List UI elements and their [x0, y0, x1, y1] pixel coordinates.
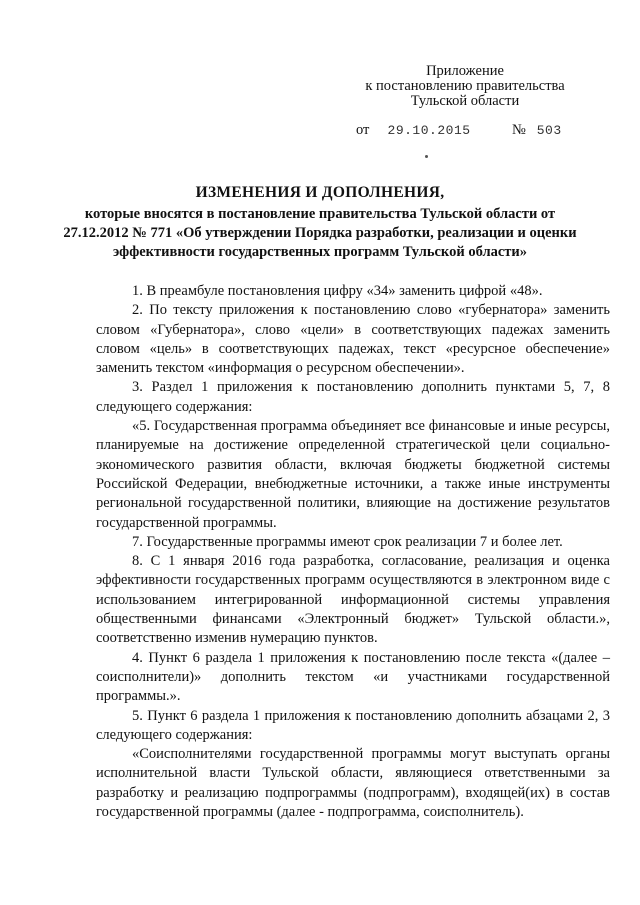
appendix-block — [330, 64, 600, 109]
date-value: 29.10.2015 — [387, 123, 471, 138]
appendix-line-3: Тульской области — [410, 93, 520, 109]
appendix-line-2: к постановлению правительства — [365, 78, 565, 94]
paragraph-6: 8. С 1 января 2016 года разработка, согласование, реализация и оценка эффективности государственных программ осуществляются в электронном виде с использованием интегрированной информационной системы управления общественными финансами «Электронный бюджет» Тульской области.», соответственно изменив нумерацию пунктов. — [96, 553, 610, 647]
paragraph-5: 7. Государственные программы имеют срок реализации 7 и более лет. — [132, 533, 563, 550]
document-body — [96, 282, 610, 822]
paragraph-8: 5. Пункт 6 раздела 1 приложения к постановлению дополнить абзацами 2, 3 следующего содержания: — [96, 707, 610, 743]
paragraph-3: 3. Раздел 1 приложения к постановлению дополнить пунктами 5, 7, 8 следующего содержания: — [96, 379, 610, 415]
paragraph-7: 4. Пункт 6 раздела 1 приложения к постановлению после текста «(далее – соисполнители)» дополнить текстом «и участниками государственной программы.». — [96, 649, 610, 705]
paragraph-4: «5. Государственная программа объединяет все финансовые и иные ресурсы, планируемые на достижение определенной стратегической цели социально-экономического развития области, включая бюджеты бюджетной системы Российской Федерации, внебюджетные источники, а также иные инструменты региональной государственной политики, влияющие на достижение результатов государственной программы. — [96, 418, 610, 531]
paragraph-1: 1. В преамбуле постановления цифру «34» заменить цифрой «48». — [132, 283, 543, 299]
date-row — [356, 122, 471, 139]
appendix-line-1: Приложение — [426, 63, 504, 79]
document-title: ИЗМЕНЕНИЯ И ДОПОЛНЕНИЯ, — [195, 184, 445, 201]
paragraph-9: «Соисполнителями государственной программы могут выступать органы исполнительной власти Тульской области, являющиеся ответственными за разработку и реализацию подпрограммы (подпрограмм), входящей(их) в состав государственной программы (далее - подпрограмма, соисполнитель). — [96, 746, 610, 821]
document-subtitle: которые вносятся в постановление правительства Тульской области от 27.12.2012 № 771 «Об утверждении Порядка разработки, реализации и оценки эффективности государственных программ Тульской области» — [63, 206, 577, 260]
scan-mark — [425, 155, 428, 158]
number-label: № — [512, 122, 526, 138]
paragraph-2: 2. По тексту приложения к постановлению слово «губернатора» заменить словом «Губернатора», слово «цели» в соответствующих падежах заменить словом «цель» в соответствующих падежах, текст «ресурсное обеспечение» заменить текстом «информация о ресурсном обеспечении». — [96, 302, 610, 377]
date-label: от — [356, 122, 370, 138]
number-row — [512, 122, 562, 139]
number-value: 503 — [536, 123, 562, 138]
